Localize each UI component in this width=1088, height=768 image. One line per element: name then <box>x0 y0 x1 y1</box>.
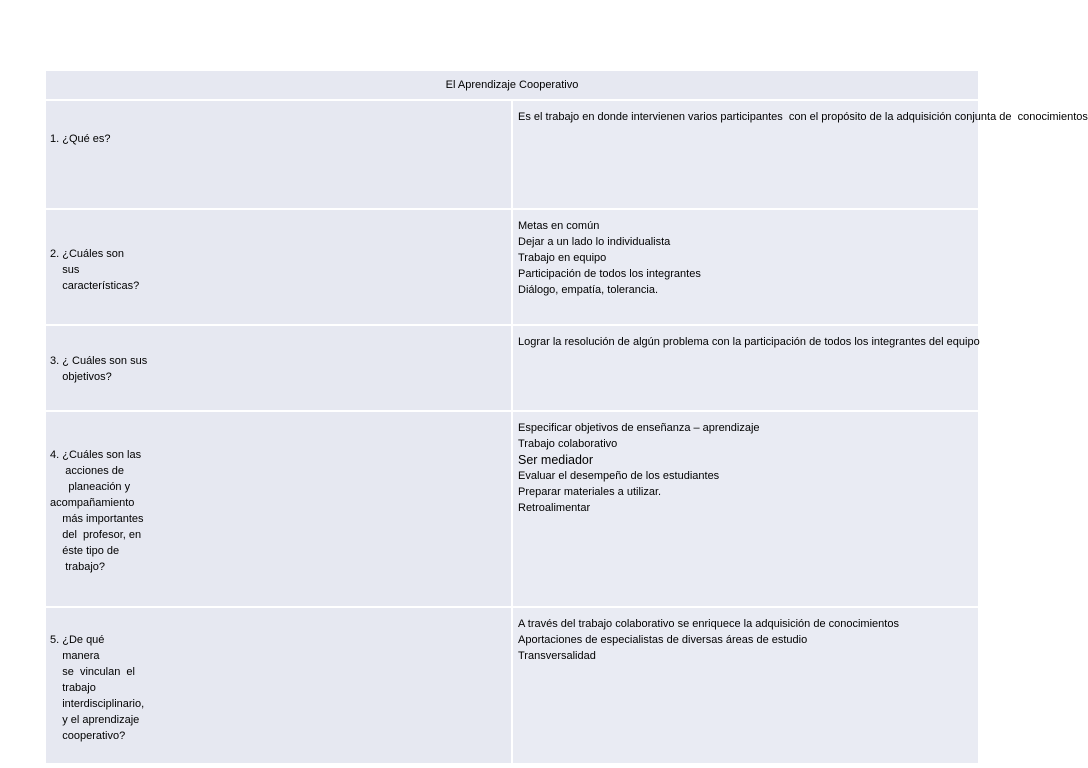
answer-line: Metas en común <box>518 220 600 232</box>
table-row <box>45 100 979 209</box>
answer-line: Especificar objetivos de enseñanza – aprendizaje <box>518 422 760 434</box>
question-line: más importantes <box>50 513 144 525</box>
question-cell <box>45 411 512 607</box>
question-line: cooperativo? <box>50 729 126 742</box>
table-title: El Aprendizaje Cooperativo <box>45 70 979 100</box>
question-line: se vinculan el <box>50 665 135 678</box>
question-cell <box>45 209 512 325</box>
question-cell <box>45 100 512 209</box>
question-line: 5. ¿De qué <box>50 633 105 646</box>
answer-line: Aportaciones de especialistas de diversas áreas de estudio <box>518 634 808 646</box>
answer-cell <box>512 209 979 325</box>
answer-cell <box>512 325 979 411</box>
question-line: éste tipo de <box>50 545 120 557</box>
answer-cell <box>512 411 979 607</box>
answer-line: Dejar a un lado lo individualista <box>518 236 671 248</box>
question-cell <box>45 607 512 764</box>
question-line: trabajo <box>50 681 96 694</box>
table-title-row <box>45 70 979 100</box>
answer-line: Preparar materiales a utilizar. <box>518 486 662 498</box>
answer-line: Evaluar el desempeño de los estudiantes <box>518 470 720 482</box>
answer-line: Transversalidad <box>518 650 596 662</box>
answer-line: Lograr la resolución de algún problema con la participación de todos los integrantes del equipo <box>518 336 980 348</box>
cooperative-learning-table <box>44 69 1088 765</box>
answer-line: Retroalimentar <box>518 502 591 514</box>
answer-line: Es el trabajo en donde intervienen varios participantes con el propósito de la adquisición conjunta de conocimientos <box>518 111 1088 123</box>
question-line: 4. ¿Cuáles son las <box>50 449 142 461</box>
question-cell <box>45 325 512 411</box>
table-row <box>45 607 979 764</box>
question-line: acompañamiento <box>50 497 135 509</box>
question-line: planeación y <box>50 481 131 493</box>
question-line: 1. ¿Qué es? <box>50 133 111 145</box>
question-line: interdisciplinario, <box>50 697 145 710</box>
question-line: y el aprendizaje <box>50 713 140 726</box>
table-row <box>45 411 979 607</box>
answer-line: A través del trabajo colaborativo se enriquece la adquisición de conocimientos <box>518 618 899 630</box>
question-line: 3. ¿ Cuáles son sus <box>50 355 148 367</box>
question-line: trabajo? <box>50 561 106 573</box>
answer-line: Trabajo colaborativo <box>518 438 618 450</box>
question-line: 2. ¿Cuáles son <box>50 248 124 260</box>
question-line: manera <box>50 649 100 662</box>
table-row <box>45 325 979 411</box>
answer-line: Ser mediador <box>518 453 594 467</box>
answer-line: Trabajo en equipo <box>518 252 607 264</box>
answer-cell <box>512 100 1088 209</box>
question-line: sus <box>50 264 80 276</box>
answer-line: Participación de todos los integrantes <box>518 268 701 280</box>
question-line: del profesor, en <box>50 529 142 541</box>
table-row <box>45 209 979 325</box>
question-line: objetivos? <box>50 371 112 383</box>
answer-line: Diálogo, empatía, tolerancia. <box>518 284 659 296</box>
answer-cell <box>512 607 979 764</box>
question-line: acciones de <box>50 465 124 477</box>
question-line: características? <box>50 280 140 292</box>
